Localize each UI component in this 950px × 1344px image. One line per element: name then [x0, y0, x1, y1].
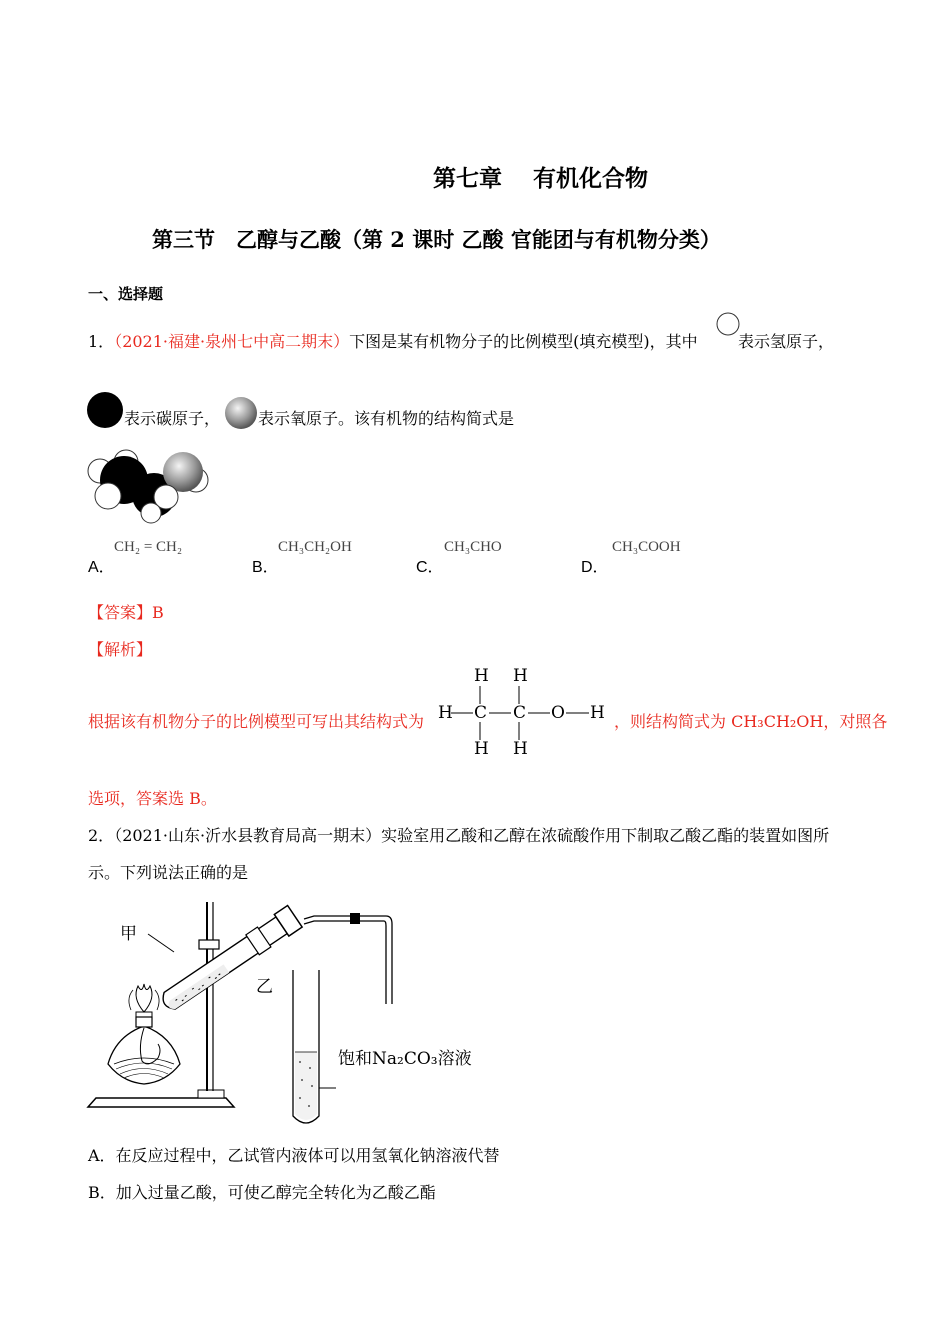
- ethanol-structural-formula: [438, 666, 612, 758]
- q2-option-b: B．加入过量乙酸，可使乙醇完全转化为乙酸乙酯: [88, 1183, 436, 1202]
- q1-stem-a: 下图是某有机物分子的比例模型(填充模型)，其中: [349, 332, 698, 351]
- struct-bonds: [438, 666, 612, 758]
- q1-analysis-text-a: 根据该有机物分子的比例模型可写出其结构式为: [88, 712, 425, 731]
- q1-stem-d: 表示氧原子。该有机物的结构简式是: [258, 409, 515, 428]
- q1-option-c-letter: C．: [416, 559, 444, 576]
- q1-option-b-formula: CH₃CH₂OH: [278, 539, 352, 555]
- hydrogen-atom-icon: [716, 312, 740, 336]
- oxygen-atom-icon: [224, 396, 260, 432]
- struct-h-top1: H: [474, 666, 489, 686]
- q2-source: （2021·山东·沂水县教育局高一期末）: [114, 826, 382, 845]
- struct-o: O: [551, 703, 565, 723]
- q1-analysis-text-c: 选项，答案选 B。: [88, 789, 217, 808]
- q1-stem-line1: [88, 329, 698, 352]
- q1-stem-c: 表示碳原子，: [124, 409, 221, 428]
- struct-c1: C: [474, 703, 488, 723]
- struct-h-left: H: [438, 703, 453, 723]
- label-jia: 甲: [120, 924, 137, 944]
- struct-h-bottom2: H: [513, 739, 528, 759]
- q1-option-b-letter: B．: [252, 559, 279, 576]
- q1-analysis-text-b: ，则结构简式为 CH₃CH₂OH，对照各: [614, 712, 888, 731]
- q1-option-a-formula: CH₂ = CH₂: [114, 539, 183, 555]
- struct-h-top2: H: [513, 666, 528, 686]
- q1-option-a-letter: A．: [88, 559, 115, 576]
- q2-stem-b: 示。下列说法正确的是: [88, 863, 249, 882]
- q1-stem-b: 表示氢原子，: [738, 332, 835, 351]
- carbon-atom-icon: [86, 391, 126, 431]
- esterification-apparatus-diagram: [86, 886, 486, 1116]
- label-saturated-na2co3: 饱和Na₂CO₃溶液: [338, 1049, 472, 1069]
- q2-stem-a: 实验室用乙酸和乙醇在浓硫酸作用下制取乙酸乙酯的装置如图所: [381, 826, 830, 845]
- q2-stem-line1: [88, 823, 829, 846]
- q1-answer: 【答案】B: [88, 603, 164, 622]
- struct-h-right: H: [590, 703, 605, 723]
- q1-option-c-formula: CH₃CHO: [444, 539, 502, 555]
- q1-source: （2021·福建·泉州七中高二期末）: [114, 332, 350, 351]
- q2-option-a: A．在反应过程中，乙试管内液体可以用氢氧化钠溶液代替: [88, 1146, 500, 1165]
- chapter-title: 第七章 有机化合物: [433, 165, 649, 192]
- struct-c2: C: [513, 703, 527, 723]
- q2-number: 2．: [88, 826, 115, 845]
- q1-option-d-letter: D．: [581, 559, 609, 576]
- section-title: 第三节 乙醇与乙酸（第 2 课时 乙酸 官能团与有机物分类）: [152, 227, 721, 252]
- q1-option-d-formula: CH₃COOH: [612, 539, 681, 555]
- part-title: 一、选择题: [88, 285, 164, 303]
- struct-h-bottom1: H: [474, 739, 489, 759]
- label-yi: 乙: [256, 977, 273, 997]
- ethanol-space-filling-model: [86, 450, 216, 525]
- q1-number: 1．: [88, 332, 115, 351]
- q1-analysis-label: 【解析】: [88, 640, 153, 659]
